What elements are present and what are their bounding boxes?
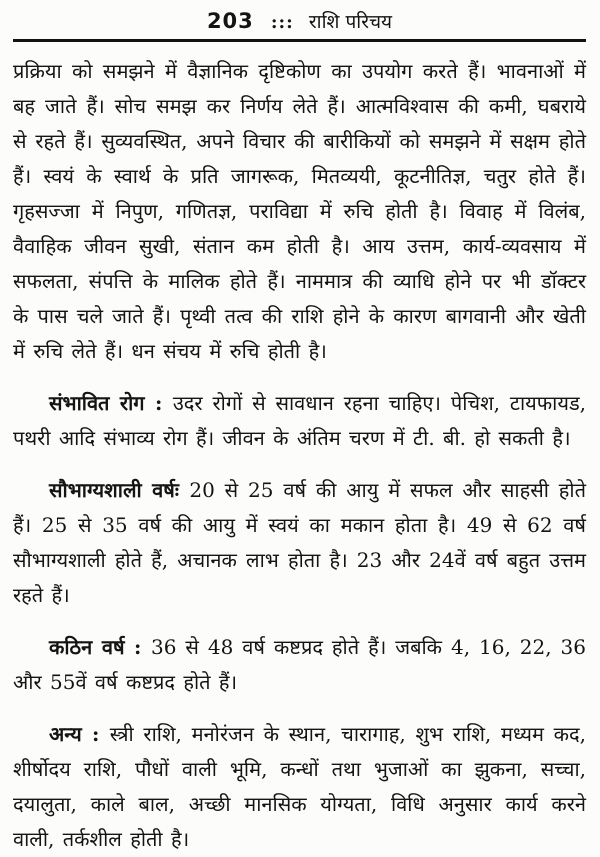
paragraph-intro	[13, 54, 586, 369]
paragraph-saubhagyashali-varsh	[13, 473, 586, 613]
paragraph-body: 20 से 25 वर्ष की आयु में सफल और साहसी होते हैं। 25 से 35 वर्ष की आयु में स्वयं का मकान होता है। 49 से 62 वर्ष सौभाग्यशाली होते हैं, अचानक लाभ होता है। 23 और 24वें वर्ष बहुत उत्तम रहते हैं।	[13, 478, 586, 607]
page-content	[13, 44, 586, 857]
page-header	[13, 6, 586, 39]
header-separator: :::	[270, 12, 294, 33]
paragraph-heading: संभावित रोग :	[49, 391, 173, 415]
paragraph-body: 36 से 48 वर्ष कष्टप्रद होते हैं। जबकि 4, 16, 22, 36 और 55वें वर्ष कष्टप्रद होते हैं।	[13, 635, 586, 694]
paragraph-kathin-varsh	[13, 630, 586, 700]
paragraph-body: स्त्री राशि, मनोरंजन के स्थान, चारागाह, शुभ राशि, मध्यम कद, शीर्षोदय राशि, पौधों वाली भूमि, कन्धों तथा भुजाओं का झुकना, सच्चा, दयालुता, काले बाल, अच्छी मानसिक योग्यता, विधि अनुसार कार्य करने वाली, तर्कशील होती है।	[13, 722, 586, 851]
paragraph-heading: सौभाग्यशाली वर्षः	[49, 478, 190, 502]
header-rule	[13, 39, 586, 42]
paragraph-body: प्रक्रिया को समझने में वैज्ञानिक दृष्टिकोण का उपयोग करते हैं। भावनाओं में बह जाते हैं। सोच समझ कर निर्णय लेते हैं। आत्मविश्वास की कमी, घबराये से रहते हैं। सुव्यवस्थित, अपने विचार की बारीकियों को समझने में सक्षम होते हैं। स्वयं के स्वार्थ के प्रति जागरूक, मितव्ययी, कूटनीतिज्ञ, चतुर होते हैं। गृहसज्जा में निपुण, गणितज्ञ, पराविद्या में रुचि होती है। विवाह में विलंब, वैवाहिक जीवन सुखी, संतान कम होती है। आय उत्तम, कार्य-व्यवसाय में सफलता, संपत्ति के मालिक होते हैं। नाममात्र की व्याधि होने पर भी डॉक्टर के पास चले जाते हैं। पृथ्वी तत्व की राशि होने के कारण बागवानी और खेती में रुचि लेते हैं। धन संचय में रुचि होती है।	[13, 59, 586, 363]
paragraph-heading: कठिन वर्ष :	[49, 635, 152, 659]
paragraph-anya	[13, 717, 586, 857]
paragraph-body: उदर रोगों से सावधान रहना चाहिए। पेचिश, टायफायड, पथरी आदि संभाव्य रोग हैं। जीवन के अंतिम चरण में टी. बी. हो सकती है।	[13, 391, 586, 450]
page-number: 203	[206, 9, 254, 33]
paragraph-sambhavit-rog	[13, 386, 586, 456]
paragraph-heading: अन्य :	[49, 722, 110, 746]
page-title: राशि परिचय	[308, 11, 393, 33]
